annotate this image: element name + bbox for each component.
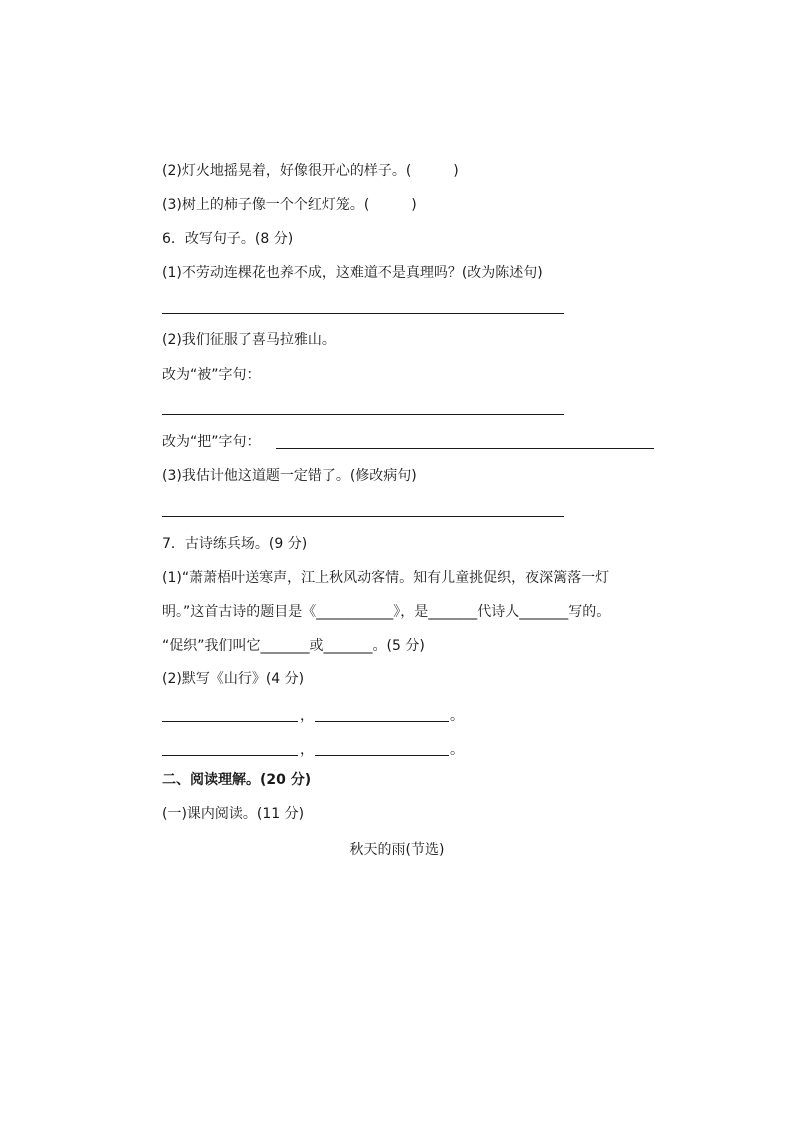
section-2-heading: 二、阅读理解。(20 分)	[162, 772, 312, 788]
poem-blank-3[interactable]	[162, 755, 298, 756]
q6-item-2: (2)我们征服了喜马拉雅山。	[162, 332, 336, 348]
q6-ba-answer-line[interactable]	[276, 448, 654, 449]
q6-item-1: (1)不劳动连棵花也养不成，这难道不是真理吗？(改为陈述句)	[162, 265, 543, 281]
q7-item-1-line-2: 明。”这首古诗的题目是《___________》，是_______代诗人_______写的。	[162, 604, 611, 620]
q5-item-3: (3)树上的柿子像一个个红灯笼。( )	[162, 197, 417, 213]
poem-comma-1: ，	[300, 708, 314, 724]
q6-ba-label: 改为“把”字句：	[162, 434, 261, 450]
poem-comma-2: ，	[300, 742, 314, 758]
poem-blank-4[interactable]	[315, 755, 449, 756]
q6-heading: 6．改写句子。(8 分)	[162, 231, 294, 247]
passage-title: 秋天的雨(节选)	[349, 842, 445, 858]
section-2-subheading: (一)课内阅读。(11 分)	[162, 806, 305, 822]
q7-heading: 7．古诗练兵场。(9 分)	[162, 536, 308, 552]
q6-answer-line-3[interactable]	[162, 516, 564, 517]
q6-answer-line-1[interactable]	[162, 313, 564, 314]
q7-item-1-line-3: “促织”我们叫它_______或_______。(5 分)	[162, 638, 425, 654]
q6-bei-label: 改为“被”字句：	[162, 367, 261, 383]
q6-item-3: (3)我估计他这道题一定错了。(修改病句)	[162, 468, 417, 484]
q6-bei-answer-line[interactable]	[162, 414, 564, 415]
poem-blank-2[interactable]	[315, 721, 449, 722]
q5-item-2: (2)灯火地摇晃着，好像很开心的样子。( )	[162, 163, 459, 179]
poem-blank-1[interactable]	[162, 721, 298, 722]
poem-period-2: 。	[450, 742, 464, 758]
q7-item-1-line-1: (1)“萧萧梧叶送寒声，江上秋风动客情。知有儿童挑促织，夜深篱落一灯	[162, 570, 610, 586]
q7-item-2: (2)默写《山行》(4 分)	[162, 671, 305, 687]
poem-period-1: 。	[450, 708, 464, 724]
